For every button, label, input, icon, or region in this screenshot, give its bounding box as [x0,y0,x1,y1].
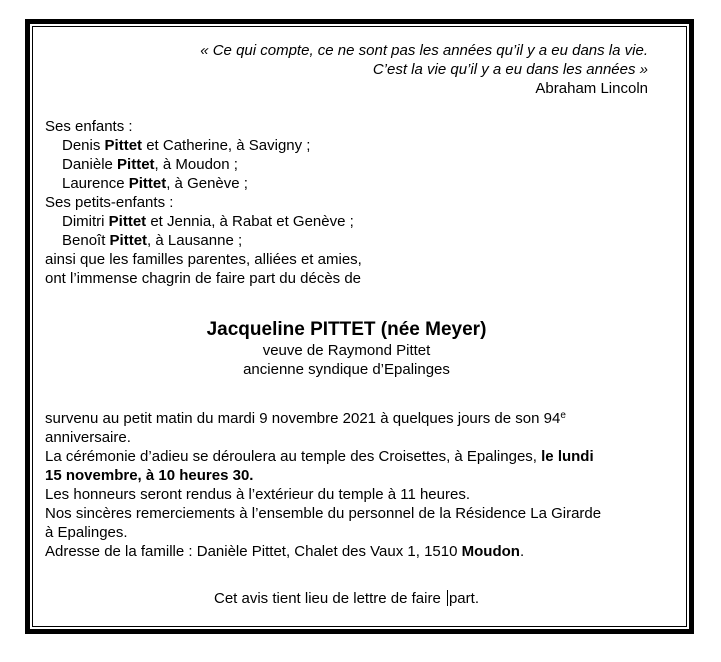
text-segment: le lundi [541,448,594,465]
text-line [45,447,648,466]
text-segment: Danièle [62,156,118,173]
text-line [45,485,648,504]
text-segment: Pittet [109,232,148,249]
text-segment: . [519,543,525,560]
text-segment: Pittet [117,156,155,173]
closing-line-block [45,589,648,608]
deceased-name-block [45,318,648,379]
text-segment: Ses petits-enfants : [45,194,174,211]
deceased-subtitle-widow: veuve de Raymond Pittet [262,342,431,359]
text-segment: Moudon [461,543,520,560]
text-segment: et Catherine, à Savigny ; [142,137,311,154]
text-line [45,504,648,523]
text-line [45,231,648,250]
deceased-name: Jacqueline PITTET (née Meyer) [206,319,487,340]
text-segment: , à Lausanne ; [147,232,243,249]
text-line [45,250,648,269]
deceased-subtitle-role: ancienne syndique d’Epalinges [243,361,450,378]
text-line [45,269,648,288]
text-line [45,428,648,447]
document-frame-outer-border [25,19,694,634]
text-segment: ont l’immense chagrin de faire part du décès de [45,270,362,287]
text-segment: Pittet [104,137,143,154]
text-segment: Dimitri [62,213,109,230]
obituary-content [33,27,686,626]
memorial-quote [45,41,648,79]
text-segment: , à Genève ; [166,175,248,192]
text-segment: survenu au petit matin du mardi 9 novembre 2021 à quelques jours de son 94 [45,410,561,427]
text-line [45,193,648,212]
text-segment: Pittet [128,175,167,192]
text-line [45,466,648,485]
text-segment: Pittet [108,213,147,230]
text-line [45,212,648,231]
text-line [45,136,648,155]
text-segment: 15 novembre, à 10 heures 30. [45,467,254,484]
text-segment: à Epalinges. [45,524,128,541]
text-line [45,117,648,136]
text-cursor [447,590,448,606]
text-segment: , à Moudon ; [154,156,238,173]
text-segment: Adresse de la famille : Danièle Pittet, Chalet des Vaux 1, 1510 [45,543,462,560]
text-segment: Laurence [62,175,129,192]
text-line [45,409,648,428]
text-segment: Nos sincères remerciements à l’ensemble du personnel de la Résidence La Girarde [45,505,602,522]
text-segment: Ses enfants : [45,118,133,135]
text-segment: La cérémonie d’adieu se déroulera au temple des Croisettes, à Epalinges, [45,448,542,465]
text-line [45,542,648,561]
text-segment: Denis [62,137,105,154]
ceremony-details [45,409,648,561]
text-line [45,523,648,542]
quote-line: « Ce qui compte, ce ne sont pas les années qu’il y a eu dans la vie. [200,42,648,59]
family-list [45,117,648,288]
text-segment: ainsi que les familles parentes, alliées et amies, [45,251,362,268]
text-segment: Benoît [62,232,110,249]
quote-attribution: Abraham Lincoln [535,80,648,97]
closing-text-after-cursor: part. [448,590,479,607]
text-segment: Les honneurs seront rendus à l’extérieur du temple à 11 heures. [45,486,470,503]
text-line [45,155,648,174]
closing-text-before-cursor: Cet avis tient lieu de lettre de faire [214,590,445,607]
text-segment: e [560,410,566,421]
text-segment: anniversaire. [45,429,131,446]
quote-line: C’est la vie qu’il y a eu dans les années » [372,61,648,78]
document-frame-inner-border [32,26,687,627]
text-line [45,174,648,193]
text-segment: et Jennia, à Rabat et Genève ; [146,213,354,230]
